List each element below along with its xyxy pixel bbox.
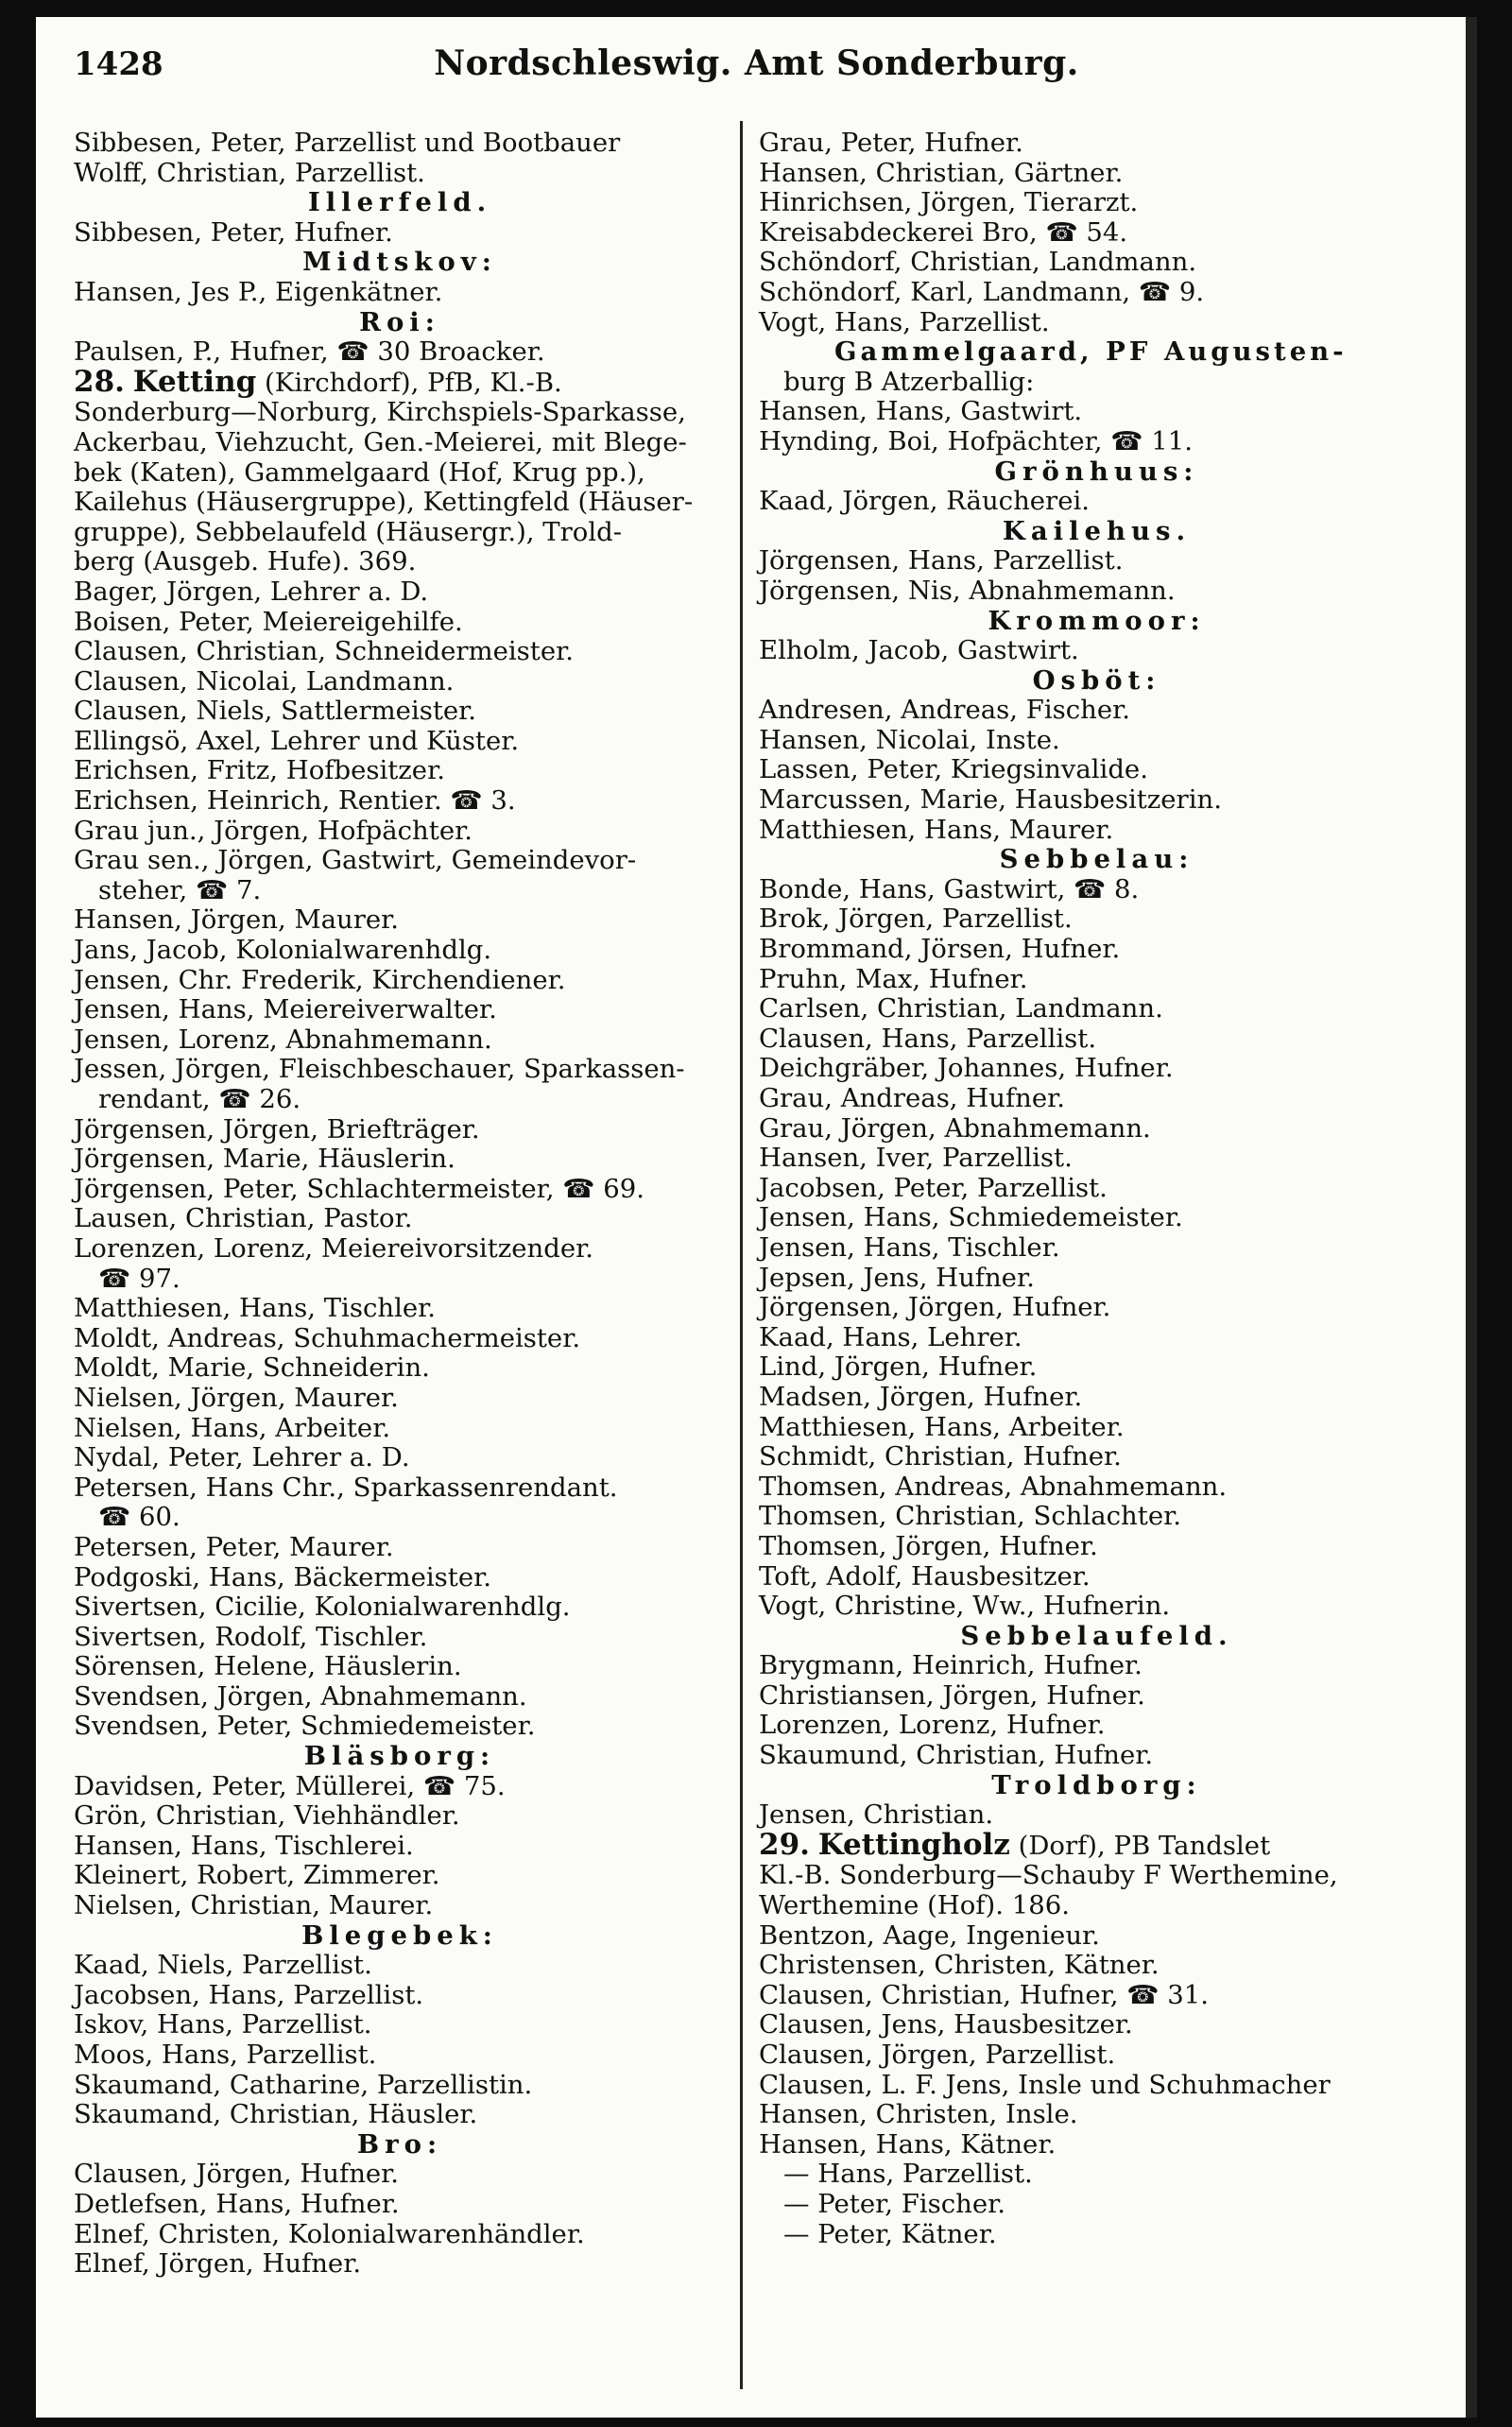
- directory-line: Clausen, L. F. Jens, Insle und Schuhmacher: [759, 2069, 1331, 2100]
- directory-line: Kaad, Hans, Lehrer.: [759, 1321, 1022, 1352]
- entry-number: 28.: [74, 364, 125, 399]
- directory-line: Jensen, Hans, Schmiedemeister.: [759, 1202, 1183, 1233]
- directory-line: Petersen, Hans Chr., Sparkassenrendant.: [74, 1472, 618, 1503]
- directory-page: [36, 17, 1477, 2418]
- directory-line: Elholm, Jacob, Gastwirt.: [759, 635, 1079, 666]
- directory-line: Nielsen, Jörgen, Maurer.: [74, 1382, 399, 1413]
- directory-line: Clausen, Jörgen, Parzellist.: [759, 2040, 1116, 2070]
- directory-line: Lorenzen, Lorenz, Meiereivorsitzender.: [74, 1232, 593, 1264]
- place-heading: Sebbelau:: [999, 844, 1194, 875]
- running-title: Nordschleswig. Amt Sonderburg.: [434, 43, 1079, 83]
- directory-line: Hansen, Iver, Parzellist.: [759, 1143, 1073, 1174]
- directory-line: Sivertsen, Cicilie, Kolonialwarenhdlg.: [74, 1592, 571, 1623]
- directory-line: Sonderburg—Norburg, Kirchspiels-Sparkasse,: [74, 397, 686, 428]
- place-heading: Midtskov:: [302, 247, 497, 278]
- directory-line: Jörgensen, Jörgen, Hufner.: [759, 1292, 1111, 1323]
- directory-line: Hansen, Jörgen, Maurer.: [74, 904, 400, 936]
- directory-line: Matthiesen, Hans, Tischler.: [74, 1293, 436, 1324]
- directory-line: Skaumund, Christian, Hufner.: [759, 1740, 1154, 1771]
- directory-line: Svendsen, Peter, Schmiedemeister.: [74, 1711, 536, 1742]
- directory-line: Ellingsö, Axel, Lehrer und Küster.: [74, 725, 520, 756]
- place-heading: Bläsborg:: [303, 1741, 496, 1772]
- directory-line: Hansen, Christen, Insle.: [759, 2099, 1078, 2130]
- directory-line: — Hans, Parzellist.: [783, 2159, 1033, 2190]
- directory-line: Lind, Jörgen, Hufner.: [759, 1351, 1038, 1383]
- directory-line: Jacobsen, Peter, Parzellist.: [759, 1172, 1108, 1203]
- directory-line: Vogt, Christine, Ww., Hufnerin.: [759, 1591, 1171, 1622]
- directory-line: Skaumand, Christian, Häusler.: [74, 2099, 478, 2130]
- directory-line: Moldt, Marie, Schneiderin.: [74, 1352, 430, 1384]
- directory-line: berg (Ausgeb. Hufe). 369.: [74, 546, 417, 577]
- place-heading: Krommoor:: [988, 605, 1206, 636]
- directory-line: Hansen, Hans, Kätner.: [759, 2128, 1057, 2160]
- directory-line: Pruhn, Max, Hufner.: [759, 963, 1028, 994]
- place-heading: Osböt:: [1032, 664, 1161, 696]
- directory-line: Schöndorf, Karl, Landmann, ☎ 9.: [759, 276, 1205, 307]
- directory-line: Jepsen, Jens, Hufner.: [759, 1262, 1035, 1293]
- directory-line: Lassen, Peter, Kriegsinvalide.: [759, 754, 1148, 785]
- directory-line: burg B Atzerballig:: [783, 366, 1035, 397]
- directory-line: Sörensen, Helene, Häuslerin.: [74, 1651, 462, 1682]
- directory-line: Moos, Hans, Parzellist.: [74, 2040, 377, 2070]
- directory-line: Jacobsen, Hans, Parzellist.: [74, 1979, 424, 2010]
- directory-line: Marcussen, Marie, Hausbesitzerin.: [759, 784, 1222, 816]
- directory-line: Schöndorf, Christian, Landmann.: [759, 247, 1197, 278]
- place-heading: Troldborg:: [991, 1769, 1202, 1800]
- directory-line: Nydal, Peter, Lehrer a. D.: [74, 1442, 410, 1473]
- directory-line: steher, ☎ 7.: [98, 874, 262, 905]
- directory-line: Toft, Adolf, Hausbesitzer.: [759, 1560, 1091, 1592]
- directory-line: Deichgräber, Johannes, Hufner.: [759, 1053, 1174, 1084]
- directory-line: Skaumand, Catharine, Parzellistin.: [74, 2069, 533, 2100]
- directory-line: bek (Katen), Gammelgaard (Hof, Krug pp.),: [74, 456, 645, 488]
- directory-line: Jensen, Christian.: [759, 1799, 994, 1831]
- directory-line: Kailehus (Häusergruppe), Kettingfeld (Häuser-: [74, 487, 694, 518]
- directory-line: Lorenzen, Lorenz, Hufner.: [759, 1710, 1106, 1741]
- directory-line: Vogt, Hans, Parzellist.: [759, 306, 1050, 337]
- directory-line: Moldt, Andreas, Schuhmachermeister.: [74, 1322, 581, 1353]
- directory-line: Petersen, Peter, Maurer.: [74, 1531, 394, 1562]
- directory-line: Nielsen, Christian, Maurer.: [74, 1890, 434, 1921]
- directory-line: Grön, Christian, Viehhändler.: [74, 1800, 460, 1832]
- directory-line: Sivertsen, Rodolf, Tischler.: [74, 1621, 428, 1652]
- directory-line: Christensen, Christen, Kätner.: [759, 1950, 1160, 1981]
- directory-line: Grau jun., Jörgen, Hofpächter.: [74, 815, 472, 846]
- directory-line: Clausen, Jörgen, Hufner.: [74, 2159, 400, 2190]
- directory-line: Bonde, Hans, Gastwirt, ☎ 8.: [759, 873, 1140, 904]
- directory-line: Christiansen, Jörgen, Hufner.: [759, 1679, 1145, 1711]
- directory-line: Hansen, Hans, Tischlerei.: [74, 1830, 414, 1861]
- directory-line: gruppe), Sebbelaufeld (Häusergr.), Trold-: [74, 516, 623, 547]
- directory-line: Clausen, Niels, Sattlermeister.: [74, 696, 477, 727]
- directory-line: Paulsen, P., Hufner, ☎ 30 Broacker.: [74, 336, 545, 368]
- directory-line: Kreisabdeckerei Bro, ☎ 54.: [759, 216, 1128, 248]
- directory-line: Ackerbau, Viehzucht, Gen.-Meierei, mit Blege-: [74, 426, 687, 457]
- directory-line: Hansen, Christian, Gärtner.: [759, 157, 1124, 188]
- directory-line: Podgoski, Hans, Bäckermeister.: [74, 1561, 491, 1592]
- directory-line: Thomsen, Christian, Schlachter.: [759, 1501, 1181, 1532]
- directory-line: Clausen, Hans, Parzellist.: [759, 1023, 1097, 1054]
- directory-line: Clausen, Nicolai, Landmann.: [74, 665, 455, 697]
- directory-line: Kl.-B. Sonderburg—Schauby F Werthemine,: [759, 1860, 1338, 1891]
- directory-line: Jensen, Chr. Frederik, Kirchendiener.: [74, 964, 566, 995]
- directory-line: Wolff, Christian, Parzellist.: [74, 157, 425, 188]
- directory-line: Andresen, Andreas, Fischer.: [759, 695, 1131, 726]
- entry-description: (Kirchdorf), PfB, Kl.-B.: [256, 367, 562, 398]
- directory-line: Kaad, Jörgen, Räucherei.: [759, 486, 1091, 517]
- place-heading: Roi:: [359, 306, 440, 337]
- directory-line: Hansen, Jes P., Eigenkätner.: [74, 276, 443, 307]
- directory-line: Hynding, Boi, Hofpächter, ☎ 11.: [759, 425, 1193, 456]
- entry-description: (Dorf), PB Tandslet: [1009, 1830, 1271, 1861]
- directory-line: Carlsen, Christian, Landmann.: [759, 993, 1163, 1024]
- directory-line: — Peter, Kätner.: [783, 2218, 997, 2249]
- entry-number: 29.: [759, 1827, 810, 1862]
- directory-line: Thomsen, Jörgen, Hufner.: [759, 1530, 1098, 1561]
- directory-line: Kleinert, Robert, Zimmerer.: [74, 1860, 440, 1891]
- directory-line: Grau, Andreas, Hufner.: [759, 1083, 1066, 1113]
- directory-line: Jensen, Lorenz, Abnahmemann.: [74, 1024, 492, 1055]
- page-header: [36, 17, 1477, 83]
- place-heading: Illerfeld.: [307, 187, 492, 218]
- place-heading: Bro:: [356, 2128, 443, 2160]
- directory-line: Werthemine (Hof). 186.: [759, 1890, 1070, 1921]
- right-column: [759, 129, 1435, 2249]
- place-heading: Blegebek:: [301, 1919, 498, 1951]
- directory-line: Svendsen, Jörgen, Abnahmemann.: [74, 1680, 527, 1712]
- directory-line: Jessen, Jörgen, Fleischbeschauer, Sparkassen-: [74, 1054, 685, 1085]
- directory-line: Clausen, Jens, Hausbesitzer.: [759, 2009, 1133, 2040]
- column-divider: [740, 121, 743, 2389]
- directory-line: Erichsen, Fritz, Hofbesitzer.: [74, 755, 445, 786]
- directory-line: Sibbesen, Peter, Parzellist und Bootbauer: [74, 128, 621, 158]
- directory-line: Bentzon, Aage, Ingenieur.: [759, 1919, 1100, 1951]
- directory-line: Elnef, Christen, Kolonialwarenhändler.: [74, 2218, 585, 2249]
- directory-line: Jörgensen, Jörgen, Briefträger.: [74, 1113, 480, 1145]
- directory-line: Jensen, Hans, Tischler.: [759, 1231, 1060, 1263]
- directory-line: Brygmann, Heinrich, Hufner.: [759, 1650, 1143, 1681]
- directory-line: Elnef, Jörgen, Hufner.: [74, 2248, 362, 2280]
- directory-line: Grau, Jörgen, Abnahmemann.: [759, 1112, 1151, 1144]
- directory-line: Clausen, Christian, Schneidermeister.: [74, 636, 574, 667]
- page-number: 1428: [74, 45, 163, 83]
- directory-line: Madsen, Jörgen, Hufner.: [759, 1381, 1083, 1412]
- directory-line: Thomsen, Andreas, Abnahmemann.: [759, 1471, 1228, 1502]
- directory-line: Schmidt, Christian, Hufner.: [759, 1441, 1122, 1472]
- directory-line: Lausen, Christian, Pastor.: [74, 1203, 413, 1234]
- directory-line: Jörgensen, Peter, Schlachtermeister, ☎ 69.: [74, 1173, 645, 1204]
- directory-line: Grau sen., Jörgen, Gastwirt, Gemeindevor-: [74, 845, 637, 876]
- directory-line: ☎ 60.: [98, 1502, 180, 1533]
- directory-line: Matthiesen, Hans, Arbeiter.: [759, 1411, 1125, 1442]
- entry-locality-name: Ketting: [132, 364, 257, 399]
- directory-line: rendant, ☎ 26.: [98, 1084, 301, 1114]
- place-heading: Kailehus.: [1002, 515, 1192, 546]
- page-edge-shadow: [1466, 17, 1477, 2418]
- locality-entry-heading: [759, 1827, 1435, 1862]
- directory-line: Boisen, Peter, Meiereigehilfe.: [74, 606, 463, 637]
- directory-line: Davidsen, Peter, Müllerei, ☎ 75.: [74, 1770, 506, 1801]
- entry-locality-name: Kettingholz: [817, 1827, 1010, 1862]
- directory-line: Brok, Jörgen, Parzellist.: [759, 904, 1073, 935]
- directory-line: ☎ 97.: [98, 1263, 180, 1294]
- directory-line: Detlefsen, Hans, Hufner.: [74, 2188, 400, 2219]
- locality-entry-heading: [74, 364, 726, 399]
- directory-line: Jörgensen, Nis, Abnahmemann.: [759, 575, 1176, 606]
- place-heading: Sebbelaufeld.: [960, 1620, 1233, 1651]
- directory-line: Jörgensen, Marie, Häuslerin.: [74, 1144, 455, 1175]
- place-heading: Grönhuus:: [994, 456, 1199, 487]
- directory-line: Erichsen, Heinrich, Rentier. ☎ 3.: [74, 785, 516, 817]
- directory-line: Brommand, Jörsen, Hufner.: [759, 934, 1121, 965]
- directory-line: Jörgensen, Hans, Parzellist.: [759, 545, 1124, 577]
- directory-line: Grau, Peter, Hufner.: [759, 128, 1023, 158]
- directory-line: Hinrichsen, Jörgen, Tierarzt.: [759, 187, 1139, 218]
- directory-line: Clausen, Christian, Hufner, ☎ 31.: [759, 1979, 1209, 2010]
- directory-line: Sibbesen, Peter, Hufner.: [74, 216, 393, 248]
- place-heading: Gammelgaard, PF Augusten-: [834, 336, 1348, 368]
- directory-line: — Peter, Fischer.: [783, 2188, 1005, 2219]
- directory-line: Jensen, Hans, Meiereiverwalter.: [74, 994, 497, 1025]
- directory-line: Bager, Jörgen, Lehrer a. D.: [74, 576, 429, 607]
- left-column: [74, 129, 726, 2280]
- directory-line: Hansen, Hans, Gastwirt.: [759, 396, 1083, 427]
- directory-line: Matthiesen, Hans, Maurer.: [759, 814, 1114, 845]
- directory-line: Iskov, Hans, Parzellist.: [74, 2009, 372, 2040]
- directory-line: Kaad, Niels, Parzellist.: [74, 1950, 372, 1981]
- directory-line: Jans, Jacob, Kolonialwarenhdlg.: [74, 935, 492, 966]
- directory-line: Nielsen, Hans, Arbeiter.: [74, 1412, 391, 1443]
- directory-line: Hansen, Nicolai, Inste.: [759, 724, 1060, 755]
